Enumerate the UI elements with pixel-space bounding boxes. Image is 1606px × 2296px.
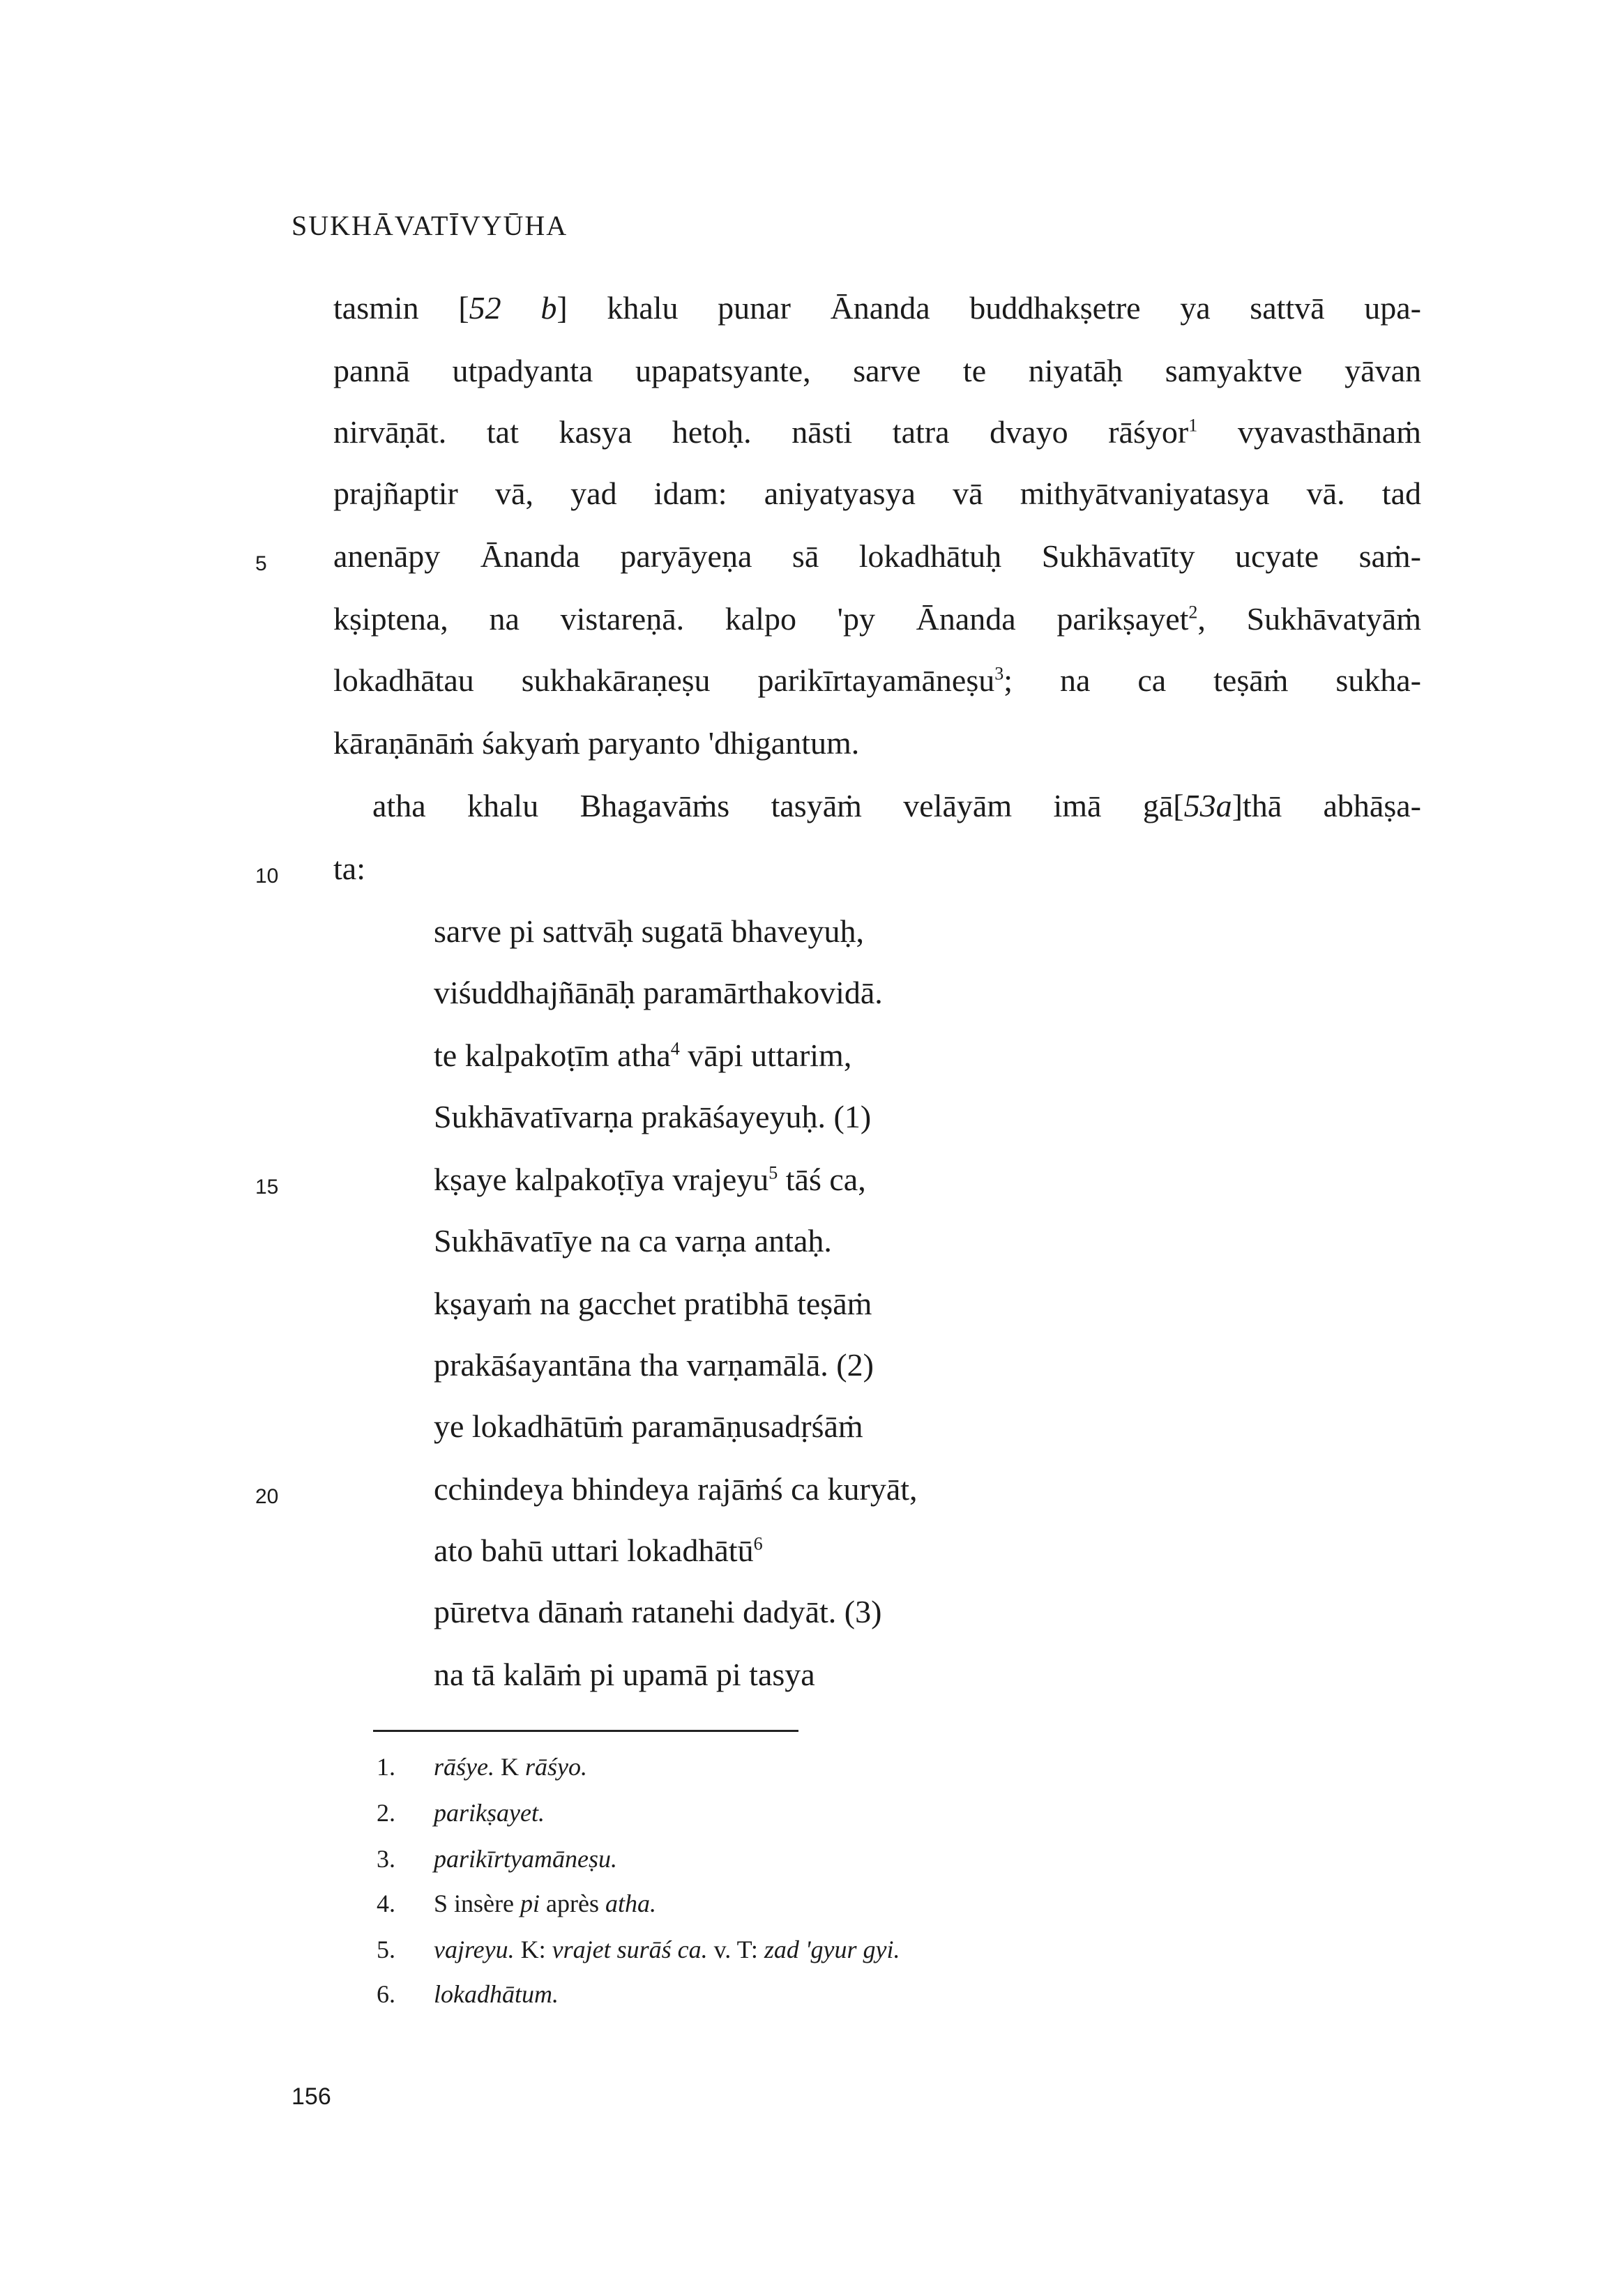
verse-line-4: Sukhāvatīvarṇa prakāśayeyuḥ. (1) [434,1099,872,1134]
prose-line-9: atha khalu Bhagavāṁs tasyāṁ velāyām imā gā[53a]thā abhāṣa- [372,788,1421,823]
line-number-5: 5 [255,552,267,575]
prose-line-4: prajñaptir vā, yad idam: aniyatyasya vā mithyātvaniyatasya vā. tad [333,476,1421,511]
verse-line-2: viśuddhajñānāḥ paramārthakovidā. [434,975,883,1010]
footnote-6: 6. lokadhātum. [377,1980,559,2008]
verse-line-6: Sukhāvatīye na ca varṇa antaḥ. [434,1223,832,1259]
footnote-5: 5. vajreyu. K: vrajet surāś ca. v. T: zad 'gyur gyi. [377,1936,900,1963]
footnote-3: 3. parikīrtyamāneṣu. [377,1845,617,1873]
verse-line-10: cchindeya bhindeya rajāṁś ca kuryāt, [434,1471,918,1507]
footnote-marker: 4 [670,1038,680,1059]
footnote-4: 4. S insère pi après atha. [377,1890,656,1917]
prose-line-5: anenāpy Ānanda paryāyeṇa sā lokadhātuḥ Sukhāvatīty ucyate saṁ- [333,538,1421,574]
verse-line-12: pūretva dānaṁ ratanehi dadyāt. (3) [434,1594,882,1629]
verse-line-3: te kalpakoṭīm atha$^4$ vāpi uttarim, [434,1037,852,1073]
prose-line-1: tasmin [52 b] khalu punar Ānanda buddhakṣetre ya sattvā upa- [333,290,1421,326]
prose-line-8: kāraṇānāṁ śakyaṁ paryanto 'dhigantum. [333,725,860,761]
footnote-marker: 5 [768,1162,778,1183]
prose-line-2: pannā utpadyanta upapatsyante, sarve te niyatāḥ samyaktve yāvan [333,353,1421,388]
folio-ref: 53a [1183,788,1232,823]
prose-line-6: kṣiptena, na vistareṇā. kalpo 'py Ānanda parikṣayet$^2$, Sukhāvatyāṁ [333,601,1421,637]
verse-line-1: sarve pi sattvāḥ sugatā bhaveyuḥ, [434,913,864,949]
footnote-rule [373,1730,798,1732]
footnote-marker: 2 [1188,602,1198,623]
verse-line-5: kṣaye kalpakoṭīya vrajeyu$^5$ tāś ca, [434,1162,866,1197]
verse-line-7: kṣayaṁ na gacchet pratibhā teṣāṁ [434,1286,872,1321]
footnote-1: 1. rāśye. K rāśyo. [377,1753,587,1781]
verse-line-11: ato bahū uttari lokadhātū$^6$ [434,1533,763,1568]
line-number-20: 20 [255,1485,279,1508]
prose-line-7: lokadhātau sukhakāraṇeṣu parikīrtayamāneṣu$^3$; na ca teṣāṁ sukha- [333,662,1421,698]
footnote-marker: 6 [753,1533,763,1554]
verse-line-13: na tā kalāṁ pi upamā pi tasya [434,1657,815,1692]
footnote-2: 2. parikṣayet. [377,1799,545,1827]
prose-line-10: ta: [333,851,365,886]
line-number-15: 15 [255,1176,279,1199]
verse-line-8: prakāśayantāna tha varṇamālā. (2) [434,1347,874,1383]
footnote-marker: 3 [994,663,1004,684]
footnote-marker: 1 [1188,415,1198,436]
prose-line-3: nirvāṇāt. tat kasya hetoḥ. nāsti tatra dvayo rāśyor$^1$ vyavasthānaṁ [333,414,1421,450]
page-number: 156 [291,2083,331,2110]
folio-ref: 52 b [469,290,557,326]
verse-line-9: ye lokadhātūṁ paramāṇusadṛśāṁ [434,1408,863,1444]
line-number-10: 10 [255,865,279,888]
running-header: SUKHĀVATĪVYŪHA [291,210,568,241]
